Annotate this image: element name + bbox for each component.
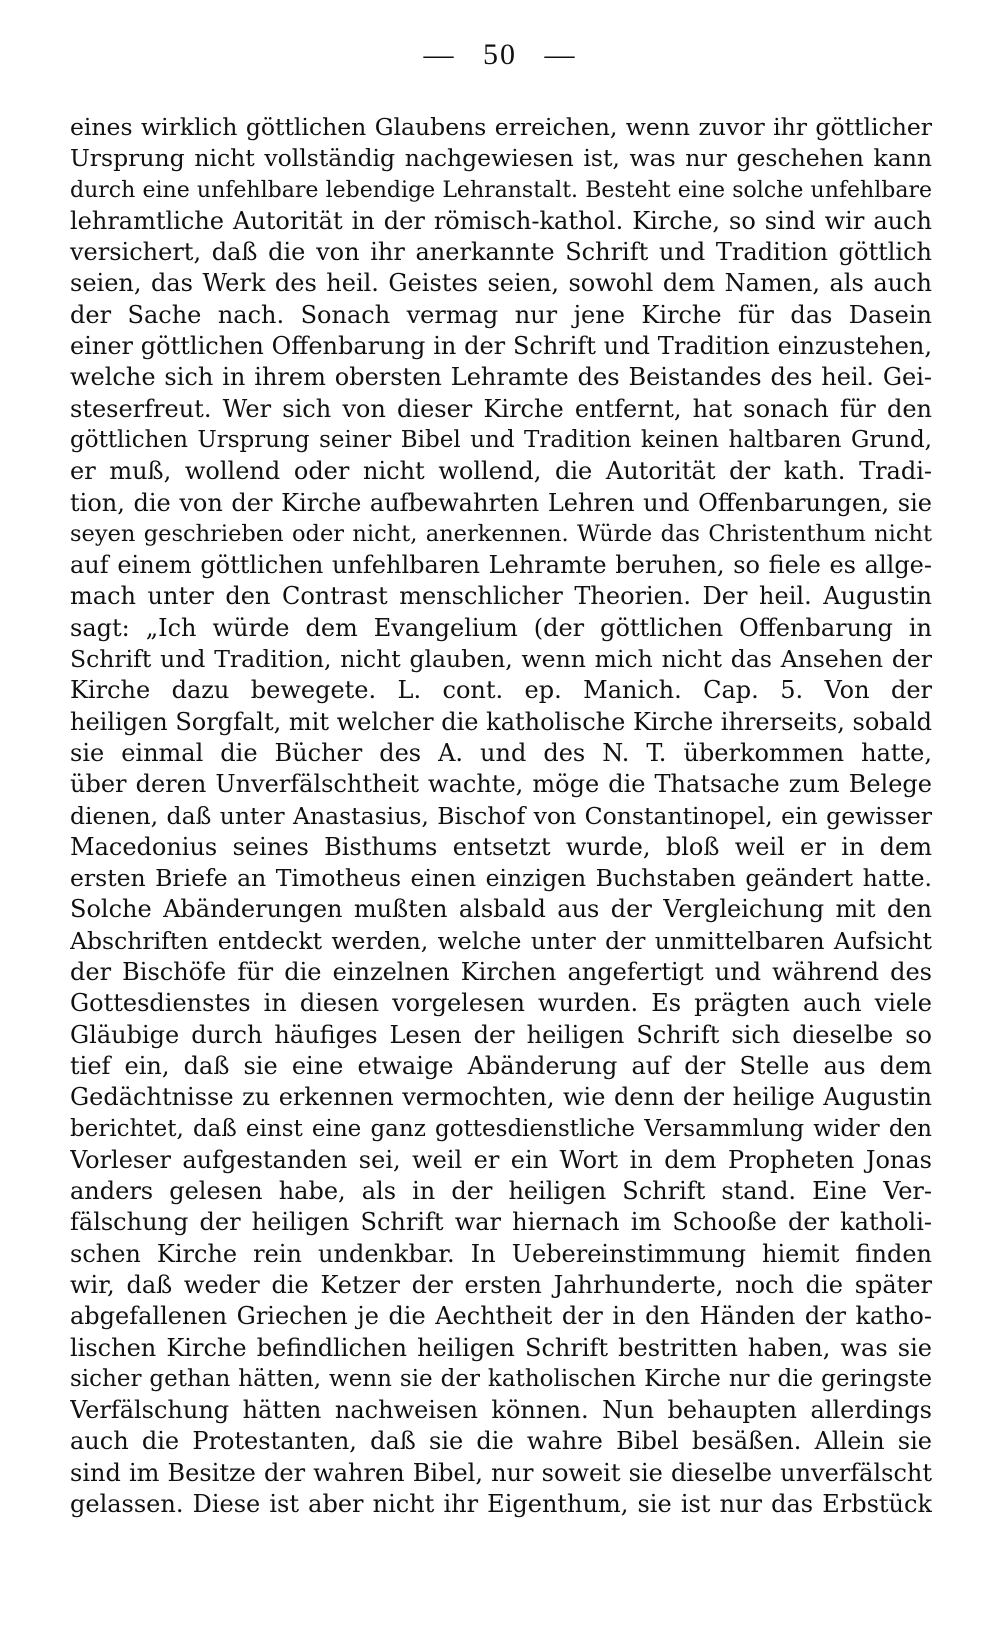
text-line: Ursprung nicht vollständig nachgewiesen ist, was nur geschehen kann	[70, 144, 932, 173]
text-line: versichert, daß die von ihr anerkannte Schrift und Tradition göttlich	[70, 238, 932, 267]
text-line: Gläubige durch häufiges Lesen der heiligen Schrift sich dieselbe so	[70, 1020, 932, 1049]
text-line: sicher gethan hätten, wenn sie der katholischen Kirche nur die geringste	[70, 1365, 932, 1392]
text-line: anders gelesen habe, als in der heiligen Schrift stand. Eine Ver-	[70, 1177, 932, 1206]
text-line: einer göttlichen Offenbarung in der Schrift und Tradition einzustehen,	[70, 332, 932, 361]
text-line: gelassen. Diese ist aber nicht ihr Eigenthum, sie ist nur das Erbstück	[70, 1490, 932, 1519]
text-line: er muß, wollend oder nicht wollend, die Autorität der kath. Tradi-	[70, 457, 932, 486]
text-line: Kirche dazu bewegete. L. cont. ep. Manich. Cap. 5. Von der	[70, 676, 932, 705]
text-line: steserfreut. Wer sich von dieser Kirche entfernt, hat sonach für den	[70, 394, 932, 423]
page-number: 50	[483, 38, 517, 71]
text-line: auch die Protestanten, daß sie die wahre Bibel besäßen. Allein sie	[70, 1427, 932, 1456]
text-line: welche sich in ihrem obersten Lehramte des Beistandes des heil. Gei-	[70, 363, 932, 392]
text-line: auf einem göttlichen unfehlbaren Lehramte beruhen, so fiele es allge-	[70, 551, 932, 580]
text-line: abgefallenen Griechen je die Aechtheit der in den Händen der katho-	[70, 1302, 932, 1331]
text-line: lehramtliche Autorität in der römisch-kathol. Kirche, so sind wir auch	[70, 206, 932, 235]
page-header	[0, 38, 1000, 72]
text-line: sie einmal die Bücher des A. und des N. T. überkommen hatte,	[70, 738, 932, 767]
text-line: Verfälschung hätten nachweisen können. Nun behaupten allerdings	[70, 1396, 932, 1425]
text-line: über deren Unverfälschtheit wachte, möge die Thatsache zum Belege	[70, 770, 932, 799]
text-line: eines wirklich göttlichen Glaubens erreichen, wenn zuvor ihr göttlicher	[70, 113, 932, 141]
text-line: sagt: „Ich würde dem Evangelium (der göttlichen Offenbarung in	[70, 613, 932, 642]
text-line: berichtet, daß einst eine ganz gottesdienstliche Versammlung wider den	[70, 1115, 932, 1142]
text-line: Macedonius seines Bisthums entsetzt wurde, bloß weil er in dem	[70, 832, 932, 861]
text-line: mach unter den Contrast menschlicher Theorien. Der heil. Augustin	[70, 582, 932, 611]
text-line: seien, das Werk des heil. Geistes seien, sowohl dem Namen, als auch	[70, 269, 932, 298]
text-line: Schrift und Tradition, nicht glauben, wenn mich nicht das Ansehen der	[70, 645, 932, 674]
text-line: sind im Besitze der wahren Bibel, nur soweit sie dieselbe unverfälscht	[70, 1458, 932, 1487]
text-line: lischen Kirche befindlichen heiligen Schrift bestritten haben, was sie	[70, 1333, 932, 1362]
text-line: dienen, daß unter Anastasius, Bischof von Constantinopel, ein gewisser	[70, 801, 932, 830]
text-line: tion, die von der Kirche aufbewahrten Lehren und Offenbarungen, sie	[70, 488, 932, 517]
text-line: Gottesdienstes in diesen vorgelesen wurden. Es prägten auch viele	[70, 989, 932, 1018]
text-line: Abschriften entdeckt werden, welche unter der unmittelbaren Aufsicht	[70, 926, 932, 955]
text-line: seyen geschrieben oder nicht, anerkennen. Würde das Christenthum nicht	[70, 520, 932, 547]
text-line: tief ein, daß sie eine etwaige Abänderung auf der Stelle aus dem	[70, 1051, 932, 1080]
text-line: schen Kirche rein undenkbar. In Uebereinstimmung hiemit finden	[70, 1239, 932, 1268]
text-line: der Sache nach. Sonach vermag nur jene Kirche für das Dasein	[70, 300, 932, 329]
header-dash-left: —	[423, 38, 456, 71]
body-text	[70, 112, 932, 1520]
text-line: durch eine unfehlbare lebendige Lehranstalt. Besteht eine solche unfehlbare	[70, 177, 932, 203]
header-dash-right: —	[544, 38, 577, 71]
text-line: der Bischöfe für die einzelnen Kirchen angefertigt und während des	[70, 958, 932, 987]
text-line: göttlichen Ursprung seiner Bibel und Tradition keinen haltbaren Grund,	[70, 426, 932, 453]
text-line: fälschung der heiligen Schrift war hiernach im Schooße der katholi-	[70, 1208, 932, 1237]
text-line: wir, daß weder die Ketzer der ersten Jahrhunderte, noch die später	[70, 1270, 932, 1299]
text-line: Gedächtnisse zu erkennen vermochten, wie denn der heilige Augustin	[70, 1083, 932, 1112]
text-line: Solche Abänderungen mußten alsbald aus der Vergleichung mit den	[70, 895, 932, 924]
text-line: heiligen Sorgfalt, mit welcher die katholische Kirche ihrerseits, sobald	[70, 707, 932, 736]
text-line: Vorleser aufgestanden sei, weil er ein Wort in dem Propheten Jonas	[70, 1145, 932, 1174]
text-line: ersten Briefe an Timotheus einen einzigen Buchstaben geändert hatte.	[70, 864, 932, 893]
